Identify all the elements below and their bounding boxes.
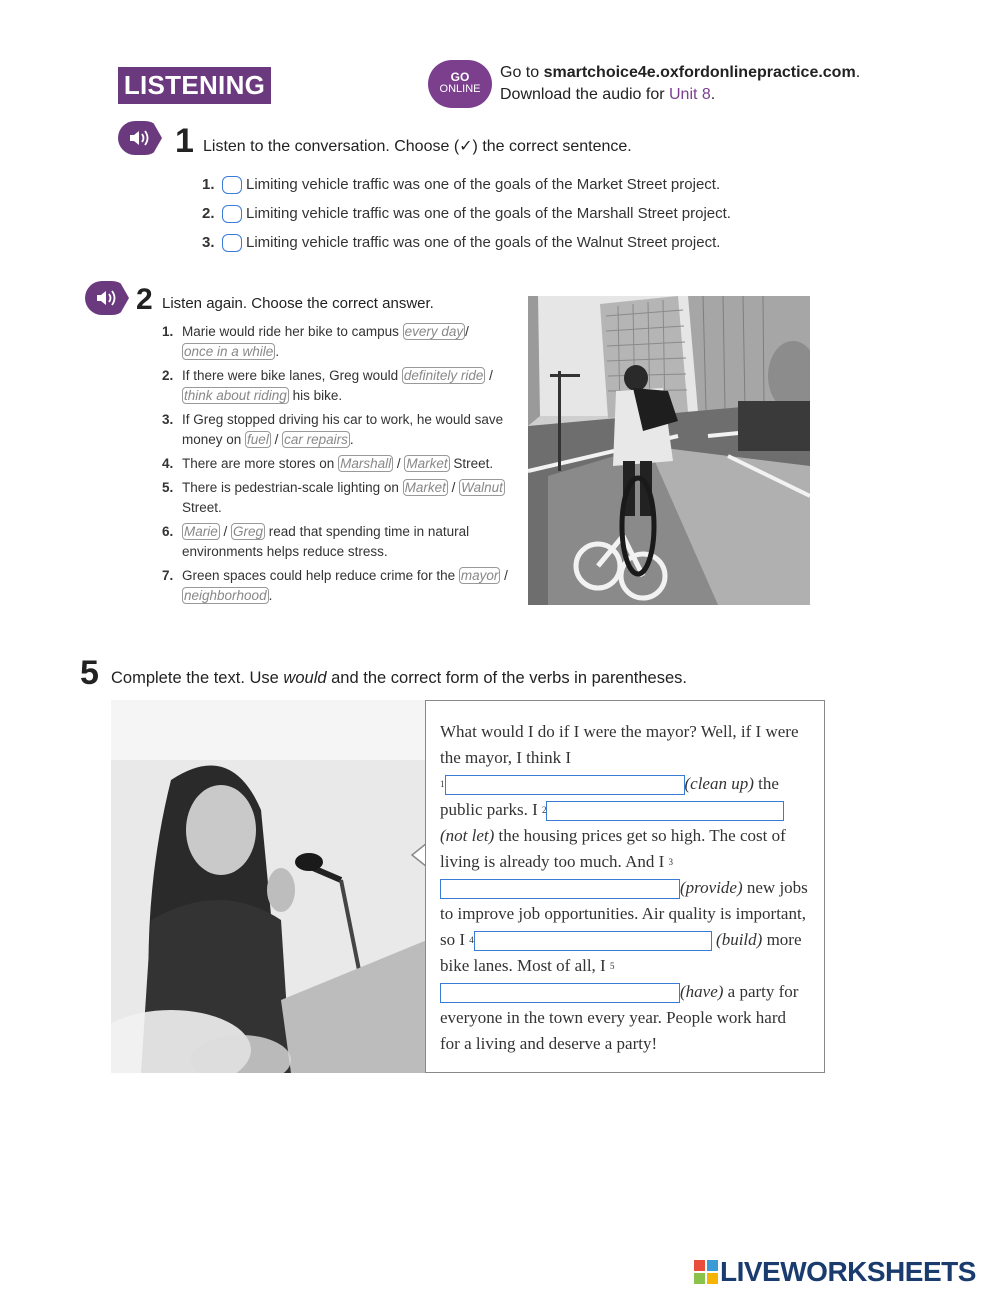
- item-text: [182, 410, 512, 450]
- option-1[interactable]: Marshall: [340, 456, 392, 471]
- list-item: [162, 322, 512, 362]
- item-pre: There is pedestrian-scale lighting on: [182, 480, 403, 495]
- liveworksheets-text: LIVEWORKSHEETS: [720, 1256, 976, 1287]
- option-separator: /: [485, 368, 493, 383]
- option-separator: /: [500, 568, 508, 583]
- item-pre: If Greg stopped driving his car to work, he would save money on: [182, 412, 504, 447]
- exercise-1-number: 1: [175, 122, 194, 160]
- option-1[interactable]: definitely ride: [403, 368, 484, 383]
- list-item: [162, 410, 512, 450]
- checkbox-3[interactable]: [222, 234, 242, 252]
- text-part-4: new jobs to improve job opportunities. Air quality is important, so I: [440, 878, 808, 949]
- item-pre: Marie would ride her bike to campus: [182, 324, 403, 339]
- item-number: 3.: [202, 234, 215, 251]
- item-post: .: [275, 344, 280, 359]
- option-2[interactable]: neighborhood: [184, 588, 267, 603]
- item-number: 1.: [202, 176, 215, 193]
- list-item: [202, 228, 731, 257]
- item-number: 7.: [162, 568, 174, 583]
- option-2[interactable]: once in a while: [184, 344, 274, 359]
- blank-2-number: 2: [541, 805, 547, 815]
- item-post: Street.: [449, 456, 494, 471]
- option-1[interactable]: every day: [404, 324, 464, 339]
- list-item: [202, 170, 731, 199]
- exercise-5-instruction: [111, 669, 687, 688]
- website-url: smartchoice4e.oxfordonlinepractice.com: [543, 64, 856, 81]
- option-2[interactable]: Greg: [233, 524, 264, 539]
- item-text: [182, 366, 512, 406]
- option-2[interactable]: Walnut: [461, 480, 503, 495]
- item-pre: Green spaces could help reduce crime for the: [182, 568, 459, 583]
- blank-3-input[interactable]: [440, 879, 680, 899]
- list-item: [162, 522, 512, 562]
- blank-2-input[interactable]: [546, 801, 784, 821]
- option-separator: /: [270, 432, 283, 447]
- speaker-icon: [128, 129, 150, 147]
- item-number: 5.: [162, 480, 174, 495]
- liveworksheets-logo: [694, 1256, 976, 1288]
- item-number: 2.: [162, 368, 174, 383]
- item-post: .: [268, 588, 273, 603]
- list-item: [162, 366, 512, 406]
- verb-4: (build): [716, 930, 763, 949]
- item-text: [182, 454, 493, 474]
- exercise-2-list: [162, 322, 512, 610]
- list-item: [162, 478, 512, 518]
- item-text: [182, 522, 512, 562]
- option-1[interactable]: Market: [404, 480, 446, 495]
- exercise-1-list: [202, 170, 731, 257]
- blank-3-number: 3: [668, 857, 674, 867]
- go-online-instructions: [500, 62, 860, 106]
- text-part-1: What would I do if I were the mayor? Well, if I were the mayor, I think I: [440, 722, 799, 767]
- text-part-6: a party for everyone in the town every year. People work hard for a living and deserve a party!: [440, 982, 799, 1053]
- item-number: 3.: [162, 412, 174, 427]
- audio-play-icon-2[interactable]: [85, 281, 129, 315]
- verb-1: (clean up): [684, 774, 754, 793]
- cyclist-photo: [528, 296, 810, 605]
- option-2[interactable]: think about riding: [184, 388, 287, 403]
- verb-5: (have): [680, 982, 724, 1001]
- line2-prefix: Download the audio for: [500, 86, 669, 103]
- option-1[interactable]: fuel: [247, 432, 269, 447]
- listening-banner: LISTENING: [118, 67, 271, 104]
- option-1[interactable]: mayor: [460, 568, 499, 583]
- item-number: 4.: [162, 456, 174, 471]
- item-pre: If there were bike lanes, Greg would: [182, 368, 402, 383]
- audio-play-icon-1[interactable]: [118, 121, 162, 155]
- item-pre: There are more stores on: [182, 456, 339, 471]
- item-number: 1.: [162, 324, 174, 339]
- blank-1-number: 1: [440, 779, 445, 789]
- checkbox-1[interactable]: [222, 176, 242, 194]
- exercise-2-number: 2: [136, 283, 153, 316]
- blank-4-input[interactable]: [474, 931, 712, 951]
- option-1[interactable]: Marie: [184, 524, 218, 539]
- item-number: 2.: [202, 205, 215, 222]
- item-text: Limiting vehicle traffic was one of the goals of the Market Street project.: [246, 176, 721, 193]
- go-label: GO: [450, 70, 470, 84]
- item-text: [182, 478, 512, 518]
- unit-label: Unit 8: [669, 86, 711, 103]
- blank-5-input[interactable]: [440, 983, 680, 1003]
- checkbox-2[interactable]: [222, 205, 242, 223]
- item-number: 6.: [162, 524, 174, 539]
- instr-pre: Complete the text. Use: [111, 669, 284, 687]
- item-text: Limiting vehicle traffic was one of the goals of the Marshall Street project.: [246, 205, 731, 222]
- item-post: Street.: [182, 500, 222, 515]
- text-part-5: more bike lanes. Most of all, I: [440, 930, 802, 975]
- option-separator: /: [393, 456, 405, 471]
- option-2[interactable]: car repairs: [284, 432, 348, 447]
- verb-3: (provide): [680, 878, 743, 897]
- exercise-2-instruction: Listen again. Choose the correct answer.: [162, 295, 434, 312]
- text-part-2: the public parks. I: [440, 774, 779, 819]
- list-item: [162, 454, 512, 474]
- speaker-photo: [111, 700, 427, 1073]
- line2-suffix: .: [710, 86, 716, 103]
- speaker-icon: [95, 289, 117, 307]
- liveworksheets-icon: [694, 1260, 718, 1284]
- exercise-1-instruction: Listen to the conversation. Choose (✓) the correct sentence.: [203, 138, 632, 155]
- online-label: ONLINE: [439, 83, 481, 95]
- option-separator: /: [465, 324, 469, 339]
- instr-would: would: [283, 669, 327, 687]
- blank-4-number: 4: [469, 935, 474, 945]
- item-post: .: [349, 432, 354, 447]
- item-post: his bike.: [288, 388, 343, 403]
- item-text: [182, 566, 512, 606]
- item-text: Limiting vehicle traffic was one of the goals of the Walnut Street project.: [246, 234, 721, 251]
- option-separator: /: [219, 524, 232, 539]
- list-item: [162, 566, 512, 606]
- line1-suffix: .: [855, 64, 861, 81]
- mayor-text-box: [425, 700, 825, 1073]
- blank-5-number: 5: [609, 961, 615, 971]
- exercise-5-number: 5: [80, 654, 99, 692]
- option-separator: /: [447, 480, 460, 495]
- list-item: [202, 199, 731, 228]
- item-post: read that spending time in natural environments helps reduce stress.: [182, 524, 470, 559]
- verb-2: (not let): [440, 826, 495, 845]
- item-text: [182, 322, 512, 362]
- text-part-3: the housing prices get so high. The cost of living is already too much. And I: [440, 826, 786, 871]
- instr-post: and the correct form of the verbs in parentheses.: [326, 669, 687, 687]
- blank-1-input[interactable]: [445, 775, 685, 795]
- line1-prefix: Go to: [500, 64, 544, 81]
- go-online-badge: [428, 60, 492, 108]
- option-2[interactable]: Market: [406, 456, 448, 471]
